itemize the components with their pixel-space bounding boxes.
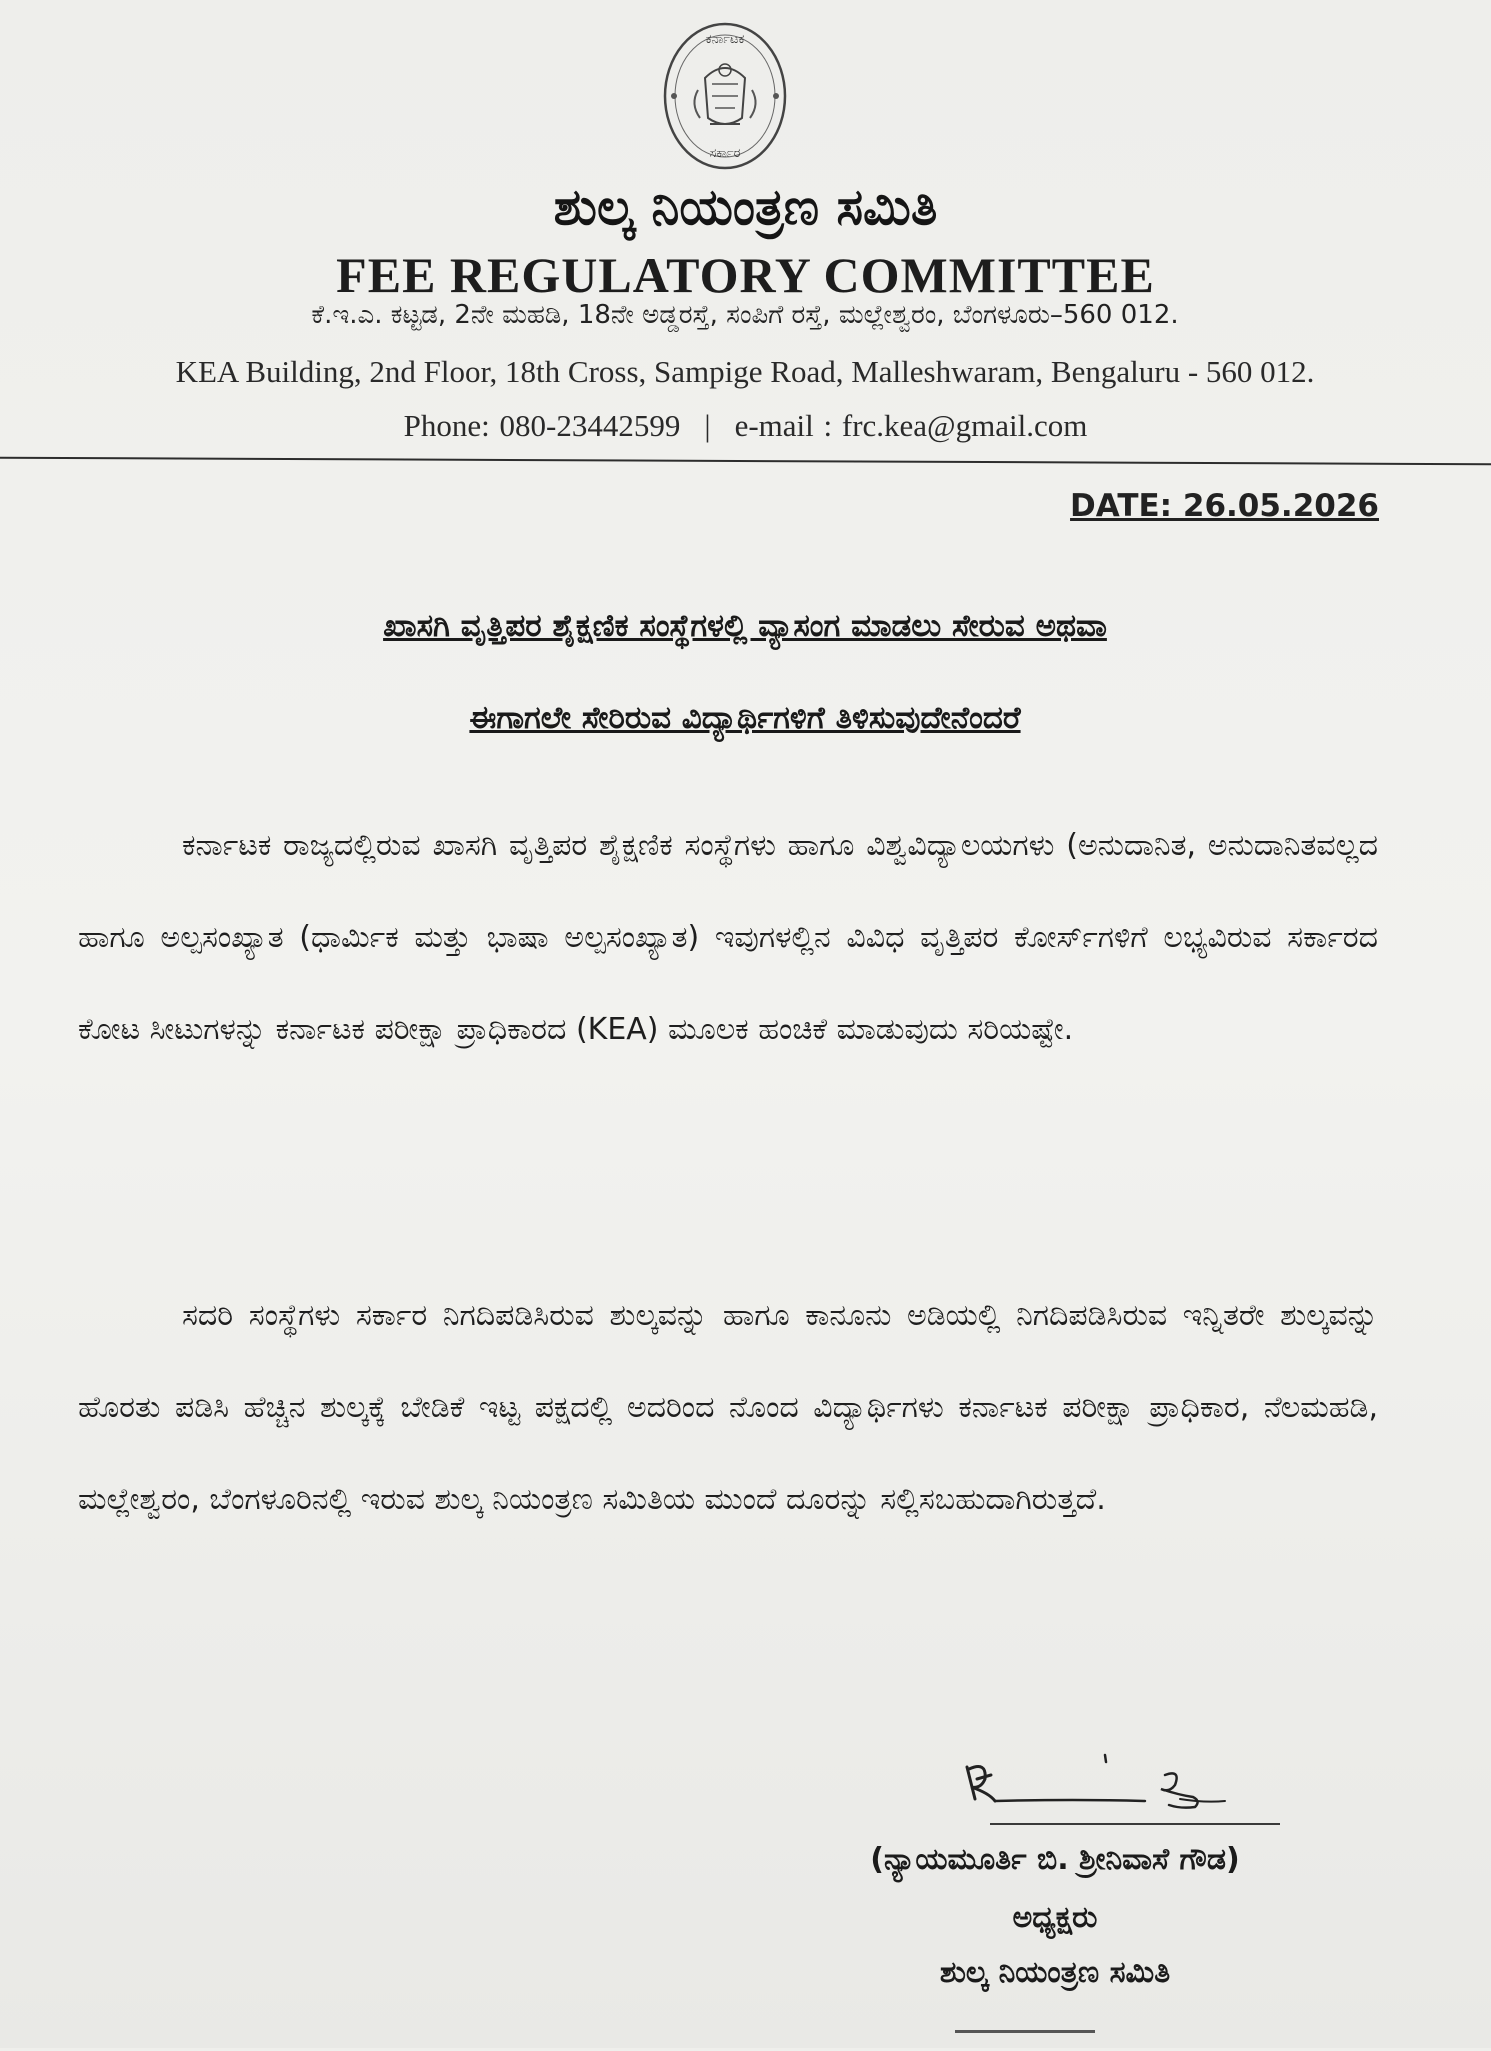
signature-line [990, 1823, 1280, 1825]
government-emblem-seal [660, 18, 790, 176]
body-paragraph-2-text: ಸದರಿ ಸಂಸ್ಥೆಗಳು ಸರ್ಕಾರ ನಿಗದಿಪಡಿಸಿರುವ ಶುಲ್ಕವನ್ನು ಹಾಗೂ ಕಾನೂನು ಅಡಿಯಲ್ಲಿ ನಿಗದಿಪಡಿಸಿರುವ ಇನ್ನಿತರೇ ಶುಲ್ಕವನ್ನು ಹೊರತು ಪಡಿಸಿ ಹೆಚ್ಚಿನ ಶುಲ್ಕಕ್ಕೆ ಬೇಡಿಕೆ ಇಟ್ಟ ಪಕ್ಷದಲ್ಲಿ ಅದರಿಂದ ನೊಂದ ವಿದ್ಯಾರ್ಥಿಗಳು ಕರ್ನಾಟಕ ಪರೀಕ್ಷಾ ಪ್ರಾಧಿಕಾರ, ನೆಲಮಹಡಿ, ಮಲ್ಲೇಶ್ವರಂ, ಬೆಂಗಳೂರಿನಲ್ಲಿ ಇರುವ ಶುಲ್ಕ ನಿಯಂತ್ರಣ ಸಮಿತಿಯ ಮುಂದೆ ದೂರನ್ನು ಸಲ್ಲಿಸಬಹುದಾಗಿರುತ್ತದೆ. [78, 1298, 1378, 1517]
body-paragraph-1-text: ಕರ್ನಾಟಕ ರಾಜ್ಯದಲ್ಲಿರುವ ಖಾಸಗಿ ವೃತ್ತಿಪರ ಶೈಕ್ಷಣಿಕ ಸಂಸ್ಥೆಗಳು ಹಾಗೂ ವಿಶ್ವವಿದ್ಯಾಲಯಗಳು (ಅನುದಾನಿತ, ಅನುದಾನಿತವಲ್ಲದ ಹಾಗೂ ಅಲ್ಪಸಂಖ್ಯಾತ (ಧಾರ್ಮಿಕ ಮತ್ತು ಭಾಷಾ ಅಲ್ಪಸಂಖ್ಯಾತ) ಇವುಗಳಲ್ಲಿನ ವಿವಿಧ ವೃತ್ತಿಪರ ಕೋರ್ಸ್‌ಗಳಿಗೆ ಲಭ್ಯವಿರುವ ಸರ್ಕಾರದ ಕೋಟ ಸೀಟುಗಳನ್ನು ಕರ್ನಾಟಕ ಪರೀಕ್ಷಾ ಪ್ರಾಧಿಕಾರದ (KEA) ಮೂಲಕ ಹಂಚಿಕೆ ಮಾಡುವುದು ಸರಿಯಷ್ಟೇ. [78, 828, 1378, 1047]
body-paragraph-1 [78, 800, 1378, 1076]
subject-line-1: ಖಾಸಗಿ ವೃತ್ತಿಪರ ಶೈಕ್ಷಣಿಕ ಸಂಸ್ಥೆಗಳಲ್ಲಿ ವ್ಯಾಸಂಗ ಮಾಡಲು ಸೇರುವ ಅಥವಾ [383, 608, 1107, 644]
phone-number: Phone: 080-23442599 [403, 408, 681, 443]
emblem-top-text: ಕರ್ನಾಟಕ [705, 32, 745, 47]
handwritten-signature [955, 1735, 1285, 1835]
address-kannada: ಕೆ.ಇ.ಎ. ಕಟ್ಟಡ, 2ನೇ ಮಹಡಿ, 18ನೇ ಅಡ್ಡರಸ್ತೆ, ಸಂಪಿಗೆ ರಸ್ತೆ, ಮಲ್ಲೇಶ್ವರಂ, ಬೆಂಗಳೂರು–560 012. [311, 300, 1179, 330]
header-divider [0, 457, 1491, 466]
signatory-organization: ಶುಲ್ಕ ನಿಯಂತ್ರಣ ಸಮಿತಿ [939, 1955, 1171, 1990]
signatory-name: (ನ್ಯಾಯಮೂರ್ತಿ ಬಿ. ಶ್ರೀನಿವಾಸೆ ಗೌಡ) [870, 1842, 1240, 1877]
address-english: KEA Building, 2nd Floor, 18th Cross, Sampige Road, Malleshwaram, Bengaluru - 560 012. [175, 354, 1315, 389]
body-paragraph-2 [78, 1270, 1378, 1546]
signatory-designation: ಅಧ್ಯಕ್ಷರು [1012, 1900, 1098, 1935]
email-address: e-mail : frc.kea@gmail.com [734, 408, 1088, 443]
contact-line [0, 408, 1491, 444]
letter-date: DATE: 26.05.2026 [1070, 488, 1379, 524]
committee-title-english: FEE REGULATORY COMMITTEE [336, 247, 1155, 303]
subject-line-2: ಈಗಾಗಲೇ ಸೇರಿರುವ ವಿದ್ಯಾರ್ಥಿಗಳಿಗೆ ತಿಳಿಸುವುದೇನೆಂದರೆ [469, 700, 1021, 736]
committee-title-kannada: ಶುಲ್ಕ ನಿಯಂತ್ರಣ ಸಮಿತಿ [553, 178, 938, 236]
contact-separator: | [704, 408, 711, 443]
emblem-bottom-text: ಸರ್ಕಾರ [709, 146, 741, 161]
